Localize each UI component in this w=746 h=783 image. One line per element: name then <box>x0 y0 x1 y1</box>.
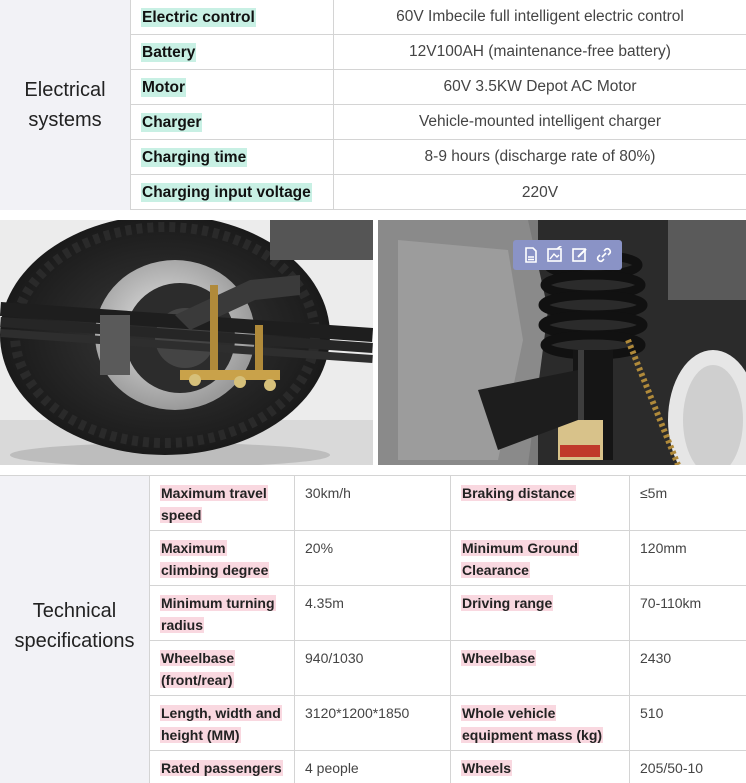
category-label: Electrical systems <box>24 79 106 131</box>
document-icon[interactable] <box>521 245 541 265</box>
spec-label: Minimum Ground Clearance <box>462 540 578 578</box>
spec-value: 120mm <box>640 540 687 556</box>
spec-value: 12V100AH (maintenance-free battery) <box>409 43 671 60</box>
category-label: Technical specifications <box>14 600 135 652</box>
table-row <box>150 641 746 696</box>
image-toolbar <box>513 240 622 270</box>
spec-value: 3120*1200*1850 <box>295 696 451 750</box>
spec-value: 940/1030 <box>295 641 451 695</box>
spec-value: 30km/h <box>295 476 451 530</box>
table-row <box>131 140 746 175</box>
spec-label: Charger <box>142 113 202 131</box>
spec-label: Minimum turning radius <box>161 595 275 633</box>
table-row <box>131 35 746 70</box>
wheel-leaf-spring-photo <box>0 220 373 465</box>
spec-label: Motor <box>142 78 186 96</box>
spec-label: Wheelbase <box>462 650 536 666</box>
spec-label: Braking distance <box>462 485 575 501</box>
table-row <box>150 476 746 531</box>
spec-label: Wheelbase (front/rear) <box>161 650 235 688</box>
table-row <box>131 105 746 140</box>
spec-label: Wheels <box>462 760 512 776</box>
spec-value: 205/50-10 <box>640 760 704 776</box>
spec-label: Rated passengers <box>161 760 282 776</box>
spec-value: 60V 3.5KW Depot AC Motor <box>443 78 637 95</box>
table-row <box>150 586 746 641</box>
table-row <box>131 0 746 35</box>
table-row <box>150 751 746 783</box>
technical-specifications-category <box>0 476 150 783</box>
spec-value: ≤5m <box>640 485 668 501</box>
table-row <box>150 696 746 751</box>
spec-label: Electric control <box>142 8 255 26</box>
spec-value: 220V <box>521 183 559 201</box>
spec-value: 4 people <box>295 751 451 783</box>
spec-value: 8-9 hours (discharge rate of 80%) <box>424 148 656 165</box>
spec-label: Maximum climbing degree <box>161 540 269 578</box>
spec-label: Whole vehicle equipment mass (kg) <box>462 705 603 743</box>
spec-label: Maximum travel speed <box>161 485 267 523</box>
spec-label: Driving range <box>462 595 553 611</box>
edit-icon[interactable] <box>570 245 590 265</box>
spec-value: Vehicle-mounted intelligent charger <box>418 113 662 130</box>
spec-label: Charging input voltage <box>142 184 311 201</box>
link-icon[interactable] <box>594 245 614 265</box>
spec-label: Length, width and height (MM) <box>161 705 281 743</box>
table-row <box>131 175 746 210</box>
image-edit-icon[interactable] <box>545 245 565 265</box>
spec-value: 2430 <box>640 650 672 666</box>
spec-value: 60V Imbecile full intelligent electric control <box>396 8 684 25</box>
spec-value: 20% <box>295 531 451 585</box>
table-row <box>150 531 746 586</box>
spec-label: Charging time <box>142 148 247 166</box>
spec-label: Battery <box>142 43 196 61</box>
spec-value: 510 <box>640 705 664 721</box>
technical-specifications-table <box>0 475 746 783</box>
table-row <box>131 70 746 105</box>
spec-value: 4.35m <box>295 586 451 640</box>
electrical-systems-category <box>0 0 131 210</box>
spec-value: 70-110km <box>640 595 702 611</box>
electrical-systems-table <box>0 0 746 210</box>
